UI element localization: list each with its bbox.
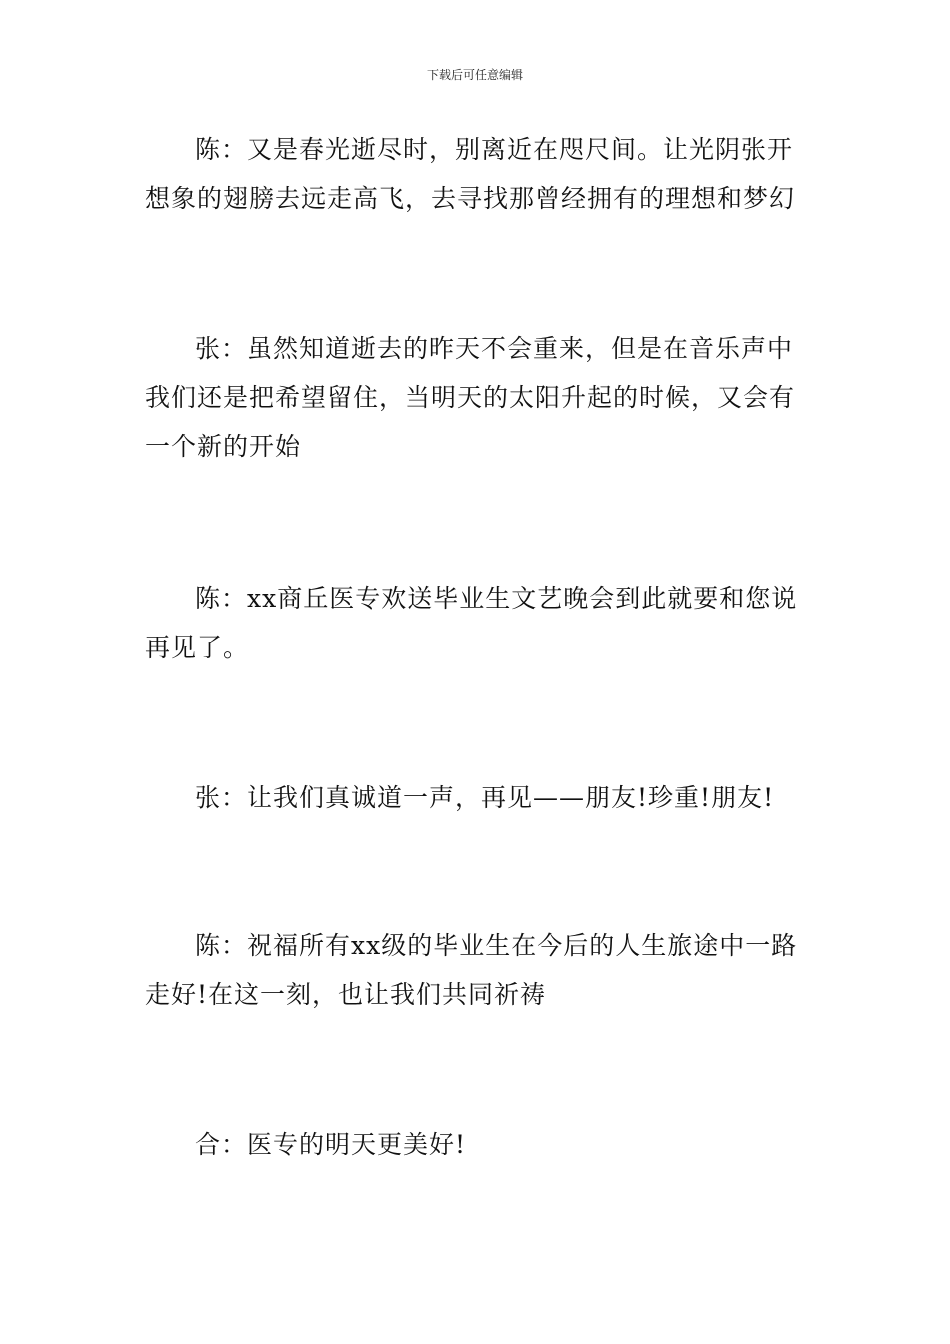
paragraph-chen-1: 陈：又是春光逝尽时，别离近在咫尺间。让光阴张开想象的翅膀去远走高飞，去寻找那曾经拥有的理想和梦幻 xyxy=(145,135,796,213)
paragraph-chen-2: 陈：xx商丘医专欢送毕业生文艺晚会到此就要和您说再见了。 xyxy=(145,584,798,662)
paragraph-zhang-2: 张：让我们真诚道一声，再见——朋友!珍重!朋友! xyxy=(195,783,775,812)
paragraph-zhang-1: 张：虽然知道逝去的昨天不会重来，但是在音乐声中我们还是把希望留住，当明天的太阳升起的时候，又会有一个新的开始 xyxy=(145,334,796,461)
paragraph-chen-3: 陈：祝福所有xx级的毕业生在今后的人生旅途中一路走好!在这一刻，也让我们共同祈祷 xyxy=(145,931,798,1009)
paragraph-together: 合：医专的明天更美好! xyxy=(195,1130,467,1159)
page-header: 下载后可任意编辑 xyxy=(426,68,523,82)
